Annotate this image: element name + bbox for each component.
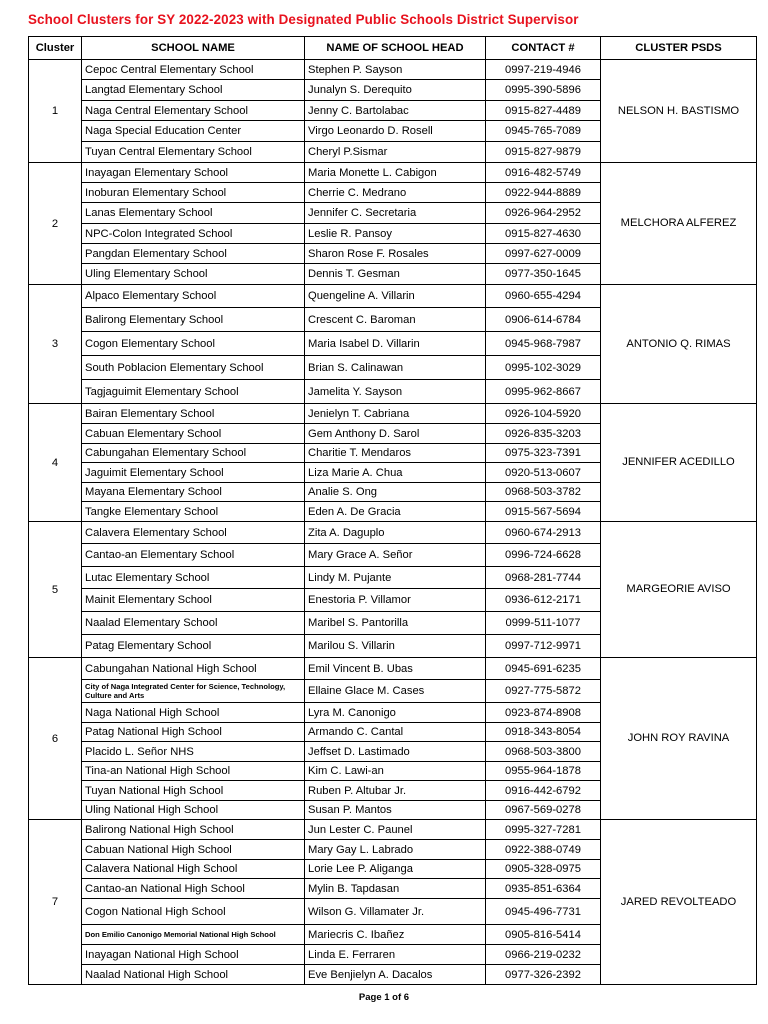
school-head-cell: Armando C. Cantal bbox=[305, 723, 486, 742]
contact-cell: 0920-513-0607 bbox=[486, 463, 601, 483]
contact-cell: 0967-569-0278 bbox=[486, 801, 601, 820]
school-head-cell: Enestoria P. Villamor bbox=[305, 589, 486, 612]
school-name-cell: Alpaco Elementary School bbox=[82, 285, 305, 308]
school-name-cell: Naga Central Elementary School bbox=[82, 101, 305, 121]
cluster-psds-cell: JARED REVOLTEADO bbox=[601, 820, 757, 985]
cluster-psds-cell: JENNIFER ACEDILLO bbox=[601, 404, 757, 522]
school-head-cell: Virgo Leonardo D. Rosell bbox=[305, 121, 486, 142]
header-school-head: NAME OF SCHOOL HEAD bbox=[305, 37, 486, 60]
contact-cell: 0935-851-6364 bbox=[486, 879, 601, 899]
school-head-cell: Eden A. De Gracia bbox=[305, 502, 486, 522]
school-head-cell: Jeffset D. Lastimado bbox=[305, 742, 486, 762]
school-head-cell: Zita A. Daguplo bbox=[305, 522, 486, 544]
cluster-psds-cell: JOHN ROY RAVINA bbox=[601, 658, 757, 820]
school-name-cell: Cabungahan Elementary School bbox=[82, 444, 305, 463]
table-row bbox=[29, 163, 757, 183]
contact-cell: 0997-219-4946 bbox=[486, 60, 601, 80]
header-cluster-psds: CLUSTER PSDS bbox=[601, 37, 757, 60]
school-name-cell: Cantao-an National High School bbox=[82, 879, 305, 899]
school-head-cell: Junalyn S. Derequito bbox=[305, 80, 486, 101]
contact-cell: 0945-691-6235 bbox=[486, 658, 601, 680]
contact-cell: 0916-442-6792 bbox=[486, 781, 601, 801]
cluster-psds-cell: MELCHORA ALFEREZ bbox=[601, 163, 757, 285]
school-head-cell: Eve Benjielyn A. Dacalos bbox=[305, 965, 486, 985]
school-head-cell: Brian S. Calinawan bbox=[305, 356, 486, 380]
school-head-cell: Mylin B. Tapdasan bbox=[305, 879, 486, 899]
cluster-psds-cell: NELSON H. BASTISMO bbox=[601, 60, 757, 163]
school-name-cell: Calavera National High School bbox=[82, 860, 305, 879]
school-head-cell: Charitie T. Mendaros bbox=[305, 444, 486, 463]
school-head-cell: Lorie Lee P. Aliganga bbox=[305, 860, 486, 879]
contact-cell: 0915-827-4630 bbox=[486, 224, 601, 244]
header-contact: CONTACT # bbox=[486, 37, 601, 60]
contact-cell: 0966-219-0232 bbox=[486, 945, 601, 965]
school-name-cell: Naalad National High School bbox=[82, 965, 305, 985]
school-head-cell: Jenielyn T. Cabriana bbox=[305, 404, 486, 424]
school-name-cell: Inayagan National High School bbox=[82, 945, 305, 965]
school-name-cell: Lanas Elementary School bbox=[82, 203, 305, 224]
school-name-cell: Balirong Elementary School bbox=[82, 308, 305, 332]
table-header-row bbox=[29, 37, 757, 60]
school-head-cell: Linda E. Ferraren bbox=[305, 945, 486, 965]
contact-cell: 0960-674-2913 bbox=[486, 522, 601, 544]
contact-cell: 0926-835-3203 bbox=[486, 424, 601, 444]
contact-cell: 0945-496-7731 bbox=[486, 899, 601, 925]
contact-cell: 0922-944-8889 bbox=[486, 183, 601, 203]
contact-cell: 0906-614-6784 bbox=[486, 308, 601, 332]
school-name-cell: Mayana Elementary School bbox=[82, 483, 305, 502]
school-name-cell: Bairan Elementary School bbox=[82, 404, 305, 424]
table-row bbox=[29, 522, 757, 544]
contact-cell: 0923-874-8908 bbox=[486, 703, 601, 723]
contact-cell: 0955-964-1878 bbox=[486, 762, 601, 781]
contact-cell: 0926-964-2952 bbox=[486, 203, 601, 224]
school-name-cell: Pangdan Elementary School bbox=[82, 244, 305, 264]
contact-cell: 0936-612-2171 bbox=[486, 589, 601, 612]
contact-cell: 0905-328-0975 bbox=[486, 860, 601, 879]
cluster-psds-cell: MARGEORIE AVISO bbox=[601, 522, 757, 658]
school-head-cell: Sharon Rose F. Rosales bbox=[305, 244, 486, 264]
school-name-cell: Cogon Elementary School bbox=[82, 332, 305, 356]
contact-cell: 0915-567-5694 bbox=[486, 502, 601, 522]
contact-cell: 0995-102-3029 bbox=[486, 356, 601, 380]
school-name-cell: Cabuan Elementary School bbox=[82, 424, 305, 444]
contact-cell: 0922-388-0749 bbox=[486, 840, 601, 860]
school-head-cell: Lyra M. Canonigo bbox=[305, 703, 486, 723]
contact-cell: 0915-827-4489 bbox=[486, 101, 601, 121]
table-row bbox=[29, 820, 757, 840]
school-name-cell: City of Naga Integrated Center for Science, Technology, Culture and Arts bbox=[82, 680, 305, 703]
school-head-cell: Ruben P. Altubar Jr. bbox=[305, 781, 486, 801]
contact-cell: 0997-712-9971 bbox=[486, 635, 601, 658]
school-head-cell: Maria Monette L. Cabigon bbox=[305, 163, 486, 183]
contact-cell: 0960-655-4294 bbox=[486, 285, 601, 308]
school-head-cell: Mary Grace A. Señor bbox=[305, 544, 486, 567]
school-name-cell: Inoburan Elementary School bbox=[82, 183, 305, 203]
contact-cell: 0926-104-5920 bbox=[486, 404, 601, 424]
table-row bbox=[29, 658, 757, 680]
cluster-number: 1 bbox=[29, 60, 82, 163]
school-head-cell: Maribel S. Pantorilla bbox=[305, 612, 486, 635]
school-name-cell: Cabuan National High School bbox=[82, 840, 305, 860]
cluster-number: 2 bbox=[29, 163, 82, 285]
school-name-cell: Uling Elementary School bbox=[82, 264, 305, 285]
contact-cell: 0968-281-7744 bbox=[486, 567, 601, 589]
header-school-name: SCHOOL NAME bbox=[82, 37, 305, 60]
school-head-cell: Crescent C. Baroman bbox=[305, 308, 486, 332]
school-name-cell: Lutac Elementary School bbox=[82, 567, 305, 589]
school-name-cell: Tuyan National High School bbox=[82, 781, 305, 801]
contact-cell: 0977-326-2392 bbox=[486, 965, 601, 985]
school-head-cell: Jenny C. Bartolabac bbox=[305, 101, 486, 121]
school-name-cell: Uling National High School bbox=[82, 801, 305, 820]
school-name-cell: Tuyan Central Elementary School bbox=[82, 142, 305, 163]
cluster-number: 4 bbox=[29, 404, 82, 522]
school-head-cell: Liza Marie A. Chua bbox=[305, 463, 486, 483]
cluster-number: 3 bbox=[29, 285, 82, 404]
contact-cell: 0918-343-8054 bbox=[486, 723, 601, 742]
school-name-cell: Tagjaguimit Elementary School bbox=[82, 380, 305, 404]
school-head-cell: Cherrie C. Medrano bbox=[305, 183, 486, 203]
contact-cell: 0916-482-5749 bbox=[486, 163, 601, 183]
school-head-cell: Susan P. Mantos bbox=[305, 801, 486, 820]
school-name-cell: Patag National High School bbox=[82, 723, 305, 742]
school-head-cell: Quengeline A. Villarin bbox=[305, 285, 486, 308]
school-name-cell: Cantao-an Elementary School bbox=[82, 544, 305, 567]
contact-cell: 0915-827-9879 bbox=[486, 142, 601, 163]
school-head-cell: Mariecris C. Ibañez bbox=[305, 925, 486, 945]
contact-cell: 0968-503-3800 bbox=[486, 742, 601, 762]
contact-cell: 0996-724-6628 bbox=[486, 544, 601, 567]
school-name-cell: Calavera Elementary School bbox=[82, 522, 305, 544]
school-name-cell: Tina-an National High School bbox=[82, 762, 305, 781]
contact-cell: 0995-390-5896 bbox=[486, 80, 601, 101]
school-name-cell: Langtad Elementary School bbox=[82, 80, 305, 101]
contact-cell: 0968-503-3782 bbox=[486, 483, 601, 502]
school-head-cell: Gem Anthony D. Sarol bbox=[305, 424, 486, 444]
school-name-cell: Inayagan Elementary School bbox=[82, 163, 305, 183]
school-head-cell: Ellaine Glace M. Cases bbox=[305, 680, 486, 703]
cluster-number: 6 bbox=[29, 658, 82, 820]
school-name-cell: NPC-Colon Integrated School bbox=[82, 224, 305, 244]
contact-cell: 0927-775-5872 bbox=[486, 680, 601, 703]
contact-cell: 0995-962-8667 bbox=[486, 380, 601, 404]
school-head-cell: Jamelita Y. Sayson bbox=[305, 380, 486, 404]
school-head-cell: Leslie R. Pansoy bbox=[305, 224, 486, 244]
school-head-cell: Dennis T. Gesman bbox=[305, 264, 486, 285]
school-name-cell: Placido L. Señor NHS bbox=[82, 742, 305, 762]
cluster-psds-cell: ANTONIO Q. RIMAS bbox=[601, 285, 757, 404]
contact-cell: 0977-350-1645 bbox=[486, 264, 601, 285]
school-head-cell: Marilou S. Villarin bbox=[305, 635, 486, 658]
school-name-cell: Jaguimit Elementary School bbox=[82, 463, 305, 483]
school-head-cell: Lindy M. Pujante bbox=[305, 567, 486, 589]
contact-cell: 0995-327-7281 bbox=[486, 820, 601, 840]
contact-cell: 0975-323-7391 bbox=[486, 444, 601, 463]
school-head-cell: Jennifer C. Secretaria bbox=[305, 203, 486, 224]
school-name-cell: Patag Elementary School bbox=[82, 635, 305, 658]
header-cluster: Cluster bbox=[29, 37, 82, 60]
school-name-cell: Naalad Elementary School bbox=[82, 612, 305, 635]
school-head-cell: Maria Isabel D. Villarin bbox=[305, 332, 486, 356]
cluster-number: 5 bbox=[29, 522, 82, 658]
contact-cell: 0905-816-5414 bbox=[486, 925, 601, 945]
table-body bbox=[29, 60, 757, 985]
contact-cell: 0945-968-7987 bbox=[486, 332, 601, 356]
table-row bbox=[29, 285, 757, 308]
table-row bbox=[29, 60, 757, 80]
school-name-cell: Cogon National High School bbox=[82, 899, 305, 925]
school-head-cell: Emil Vincent B. Ubas bbox=[305, 658, 486, 680]
school-head-cell: Analie S. Ong bbox=[305, 483, 486, 502]
contact-cell: 0945-765-7089 bbox=[486, 121, 601, 142]
school-name-cell: Mainit Elementary School bbox=[82, 589, 305, 612]
school-head-cell: Wilson G. Villamater Jr. bbox=[305, 899, 486, 925]
school-head-cell: Kim C. Lawi-an bbox=[305, 762, 486, 781]
school-head-cell: Cheryl P.Sismar bbox=[305, 142, 486, 163]
school-name-cell: Cepoc Central Elementary School bbox=[82, 60, 305, 80]
school-name-cell: Balirong National High School bbox=[82, 820, 305, 840]
school-name-cell: Cabungahan National High School bbox=[82, 658, 305, 680]
school-name-cell: Naga National High School bbox=[82, 703, 305, 723]
school-clusters-table bbox=[28, 36, 757, 985]
school-name-cell: Don Emilio Canonigo Memorial National High School bbox=[82, 925, 305, 945]
page-title: School Clusters for SY 2022-2023 with Designated Public Schools District Supervisor bbox=[28, 12, 579, 27]
table-row bbox=[29, 404, 757, 424]
contact-cell: 0997-627-0009 bbox=[486, 244, 601, 264]
school-name-cell: Tangke Elementary School bbox=[82, 502, 305, 522]
cluster-number: 7 bbox=[29, 820, 82, 985]
contact-cell: 0999-511-1077 bbox=[486, 612, 601, 635]
school-head-cell: Mary Gay L. Labrado bbox=[305, 840, 486, 860]
school-head-cell: Jun Lester C. Paunel bbox=[305, 820, 486, 840]
page-footer: Page 1 of 6 bbox=[358, 992, 410, 1003]
school-name-cell: Naga Special Education Center bbox=[82, 121, 305, 142]
school-head-cell: Stephen P. Sayson bbox=[305, 60, 486, 80]
school-name-cell: South Poblacion Elementary School bbox=[82, 356, 305, 380]
